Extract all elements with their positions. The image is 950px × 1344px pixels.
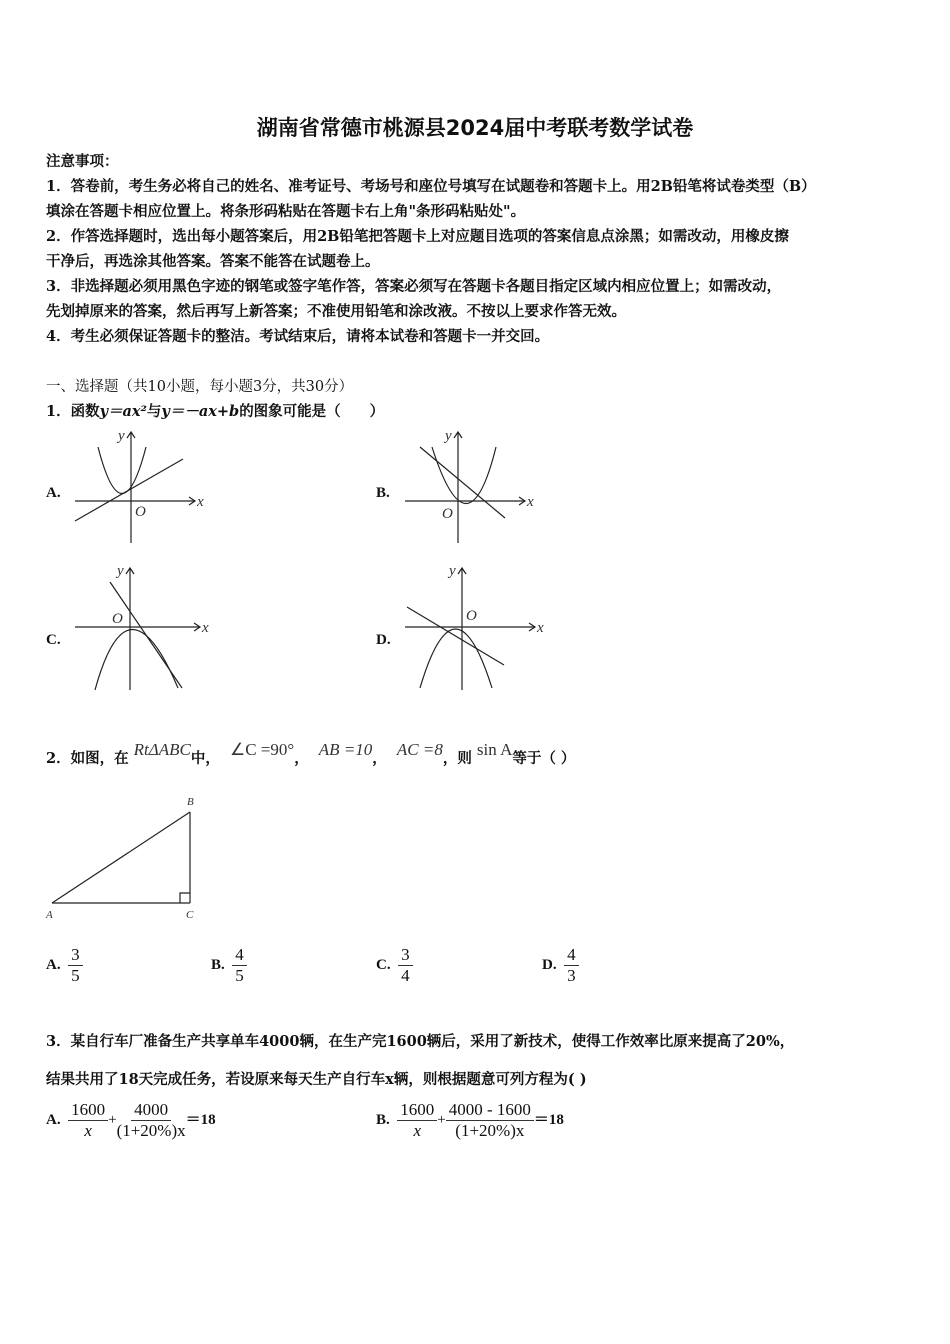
q2-prefix: 2．如图，在	[46, 750, 129, 767]
q2-angle: ∠C =90°	[229, 740, 295, 759]
option-label: B.	[376, 1111, 390, 1128]
denominator: 4	[401, 966, 410, 985]
notice-line: 3．非选择题必须用黑色字迹的钢笔或签字笔作答，答案必须写在答题卡各题目指定区域内相应位置上；如需改动，	[46, 278, 782, 295]
numerator: 4	[564, 945, 579, 966]
axis-x-label: x	[197, 494, 204, 510]
q3-line-1: 3．某自行车厂准备生产共享单车4000辆，在生产完1600辆后，采用了新技术，使得工作效率比原来提高了20%，	[46, 1033, 795, 1050]
q2-comma: ，	[294, 750, 309, 767]
numerator: 1600	[397, 1100, 437, 1121]
q2-comma: ，	[372, 750, 387, 767]
q2-ac: AC =8	[396, 740, 443, 759]
option-label: D.	[542, 956, 557, 973]
q1-mid: 与	[146, 403, 162, 420]
q3-line-2: 结果共用了18天完成任务，若设原来每天生产自行车x辆，则根据题意可列方程为( )	[46, 1071, 587, 1088]
graph-a	[75, 432, 195, 543]
q1-prefix: 1．函数	[46, 403, 100, 420]
plus: +	[108, 1111, 117, 1128]
origin-label: O	[442, 506, 453, 522]
numerator: 3	[68, 945, 83, 966]
option-label: A.	[46, 1111, 61, 1128]
graph-d	[405, 568, 535, 690]
denominator: 5	[71, 966, 80, 985]
notice-line: 4．考生必须保证答题卡的整洁。考试结束后，请将本试卷和答题卡一并交回。	[46, 328, 550, 345]
denominator: 3	[567, 966, 576, 985]
q3-option-a	[46, 1100, 216, 1141]
numerator: 4000	[131, 1100, 171, 1121]
notice-line: 1．答卷前，考生务必将自己的姓名、准考证号、考场号和座位号填写在试题卷和答题卡上。用2B铅笔将试卷类型（B）	[46, 178, 816, 195]
notice-heading: 注意事项：	[46, 153, 119, 170]
page-title: 湖南省常德市桃源县2024届中考联考数学试卷	[256, 116, 694, 140]
q2-triangle: RtΔABC	[133, 740, 191, 759]
axis-y-label: y	[118, 428, 125, 444]
option-label: C.	[376, 956, 391, 973]
equals: ＝18	[533, 1111, 564, 1128]
q2-suffix: 等于（ ）	[512, 750, 576, 767]
axis-x-label: x	[537, 620, 544, 636]
denominator: x	[413, 1121, 422, 1140]
denominator: 5	[235, 966, 244, 985]
axis-y-label: y	[449, 563, 456, 579]
axis-y-label: y	[117, 563, 124, 579]
numerator: 3	[398, 945, 413, 966]
graph-c	[75, 568, 200, 690]
q3-option-b	[376, 1100, 564, 1141]
origin-label: O	[466, 608, 477, 624]
graph-b	[405, 432, 525, 543]
q1-suffix: 的图象可能是（ ）	[239, 403, 385, 420]
numerator: 4000 - 1600	[446, 1100, 534, 1121]
denominator: (1+20%)x	[455, 1121, 525, 1140]
denominator: (1+20%)x	[116, 1121, 186, 1140]
q2-text: ，则	[442, 750, 472, 767]
section-heading: 一、选择题（共10小题，每小题3分，共30分）	[46, 379, 354, 395]
q1-option-b-label: B.	[376, 485, 390, 501]
vertex-c-label: C	[186, 909, 194, 921]
q1-formula-2: y＝－ax+b	[161, 403, 240, 420]
q1-option-d-label: D.	[376, 632, 391, 648]
q1-formula-1: y＝ax²	[99, 403, 147, 420]
numerator: 4	[232, 945, 247, 966]
origin-label: O	[135, 504, 146, 520]
q2-option-c	[376, 945, 413, 986]
q1-option-c-label: C.	[46, 632, 61, 648]
triangle-figure	[45, 796, 194, 921]
plus: +	[437, 1111, 446, 1128]
q1-option-a-label: A.	[46, 485, 61, 501]
axis-x-label: x	[202, 620, 209, 636]
equals: ＝18	[185, 1111, 216, 1128]
notice-line: 2．作答选择题时，选出每小题答案后，用2B铅笔把答题卡上对应题目选项的答案信息点涂黑；如需改动，用橡皮擦	[46, 228, 789, 245]
notice-line: 干净后，再选涂其他答案。答案不能答在试题卷上。	[46, 253, 380, 270]
question-2	[46, 730, 575, 779]
axis-y-label: y	[445, 428, 452, 444]
numerator: 1600	[68, 1100, 108, 1121]
option-label: A.	[46, 956, 61, 973]
q2-option-a	[46, 945, 83, 986]
q2-ab: AB =10	[318, 740, 373, 759]
vertex-a-label: A	[46, 909, 53, 921]
option-label: B.	[211, 956, 225, 973]
q2-text: 中，	[190, 750, 220, 767]
axis-x-label: x	[527, 494, 534, 510]
origin-label: O	[112, 611, 123, 627]
q2-sin: sin A	[476, 740, 513, 759]
denominator: x	[84, 1121, 92, 1140]
vertex-b-label: B	[187, 796, 194, 808]
q2-option-d	[542, 945, 579, 986]
q2-option-b	[211, 945, 247, 986]
notice-line: 先划掉原来的答案，然后再写上新答案；不准使用铅笔和涂改液。不按以上要求作答无效。	[46, 303, 626, 320]
notice-line: 填涂在答题卡相应位置上。将条形码粘贴在答题卡右上角"条形码粘贴处"。	[46, 203, 526, 220]
